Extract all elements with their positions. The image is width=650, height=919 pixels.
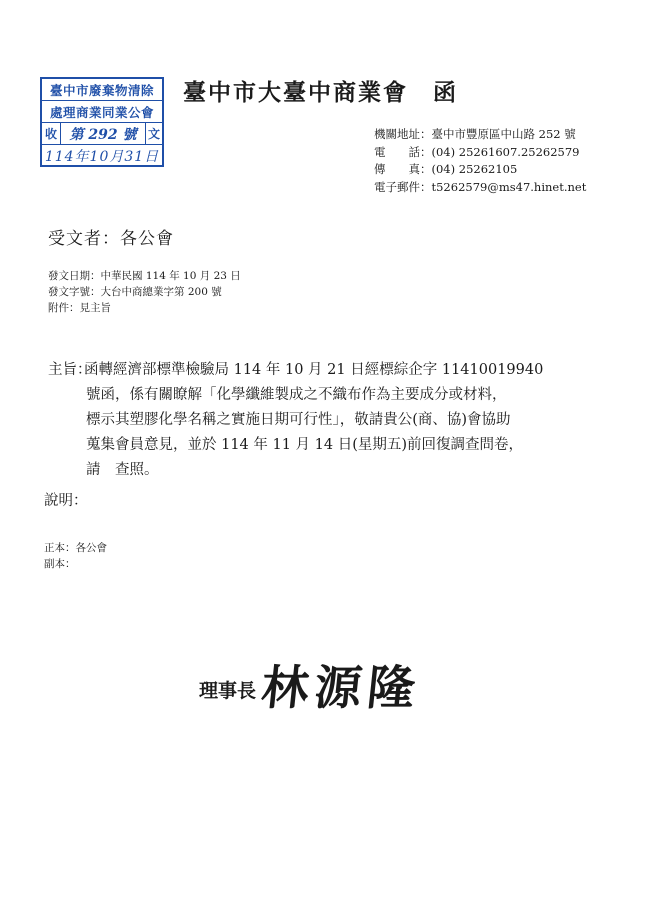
document-title: 臺中市大臺中商業會 函 <box>183 80 458 106</box>
subject-line: 蒐集會員意見，並於 114 年 11 月 14 日(星期五)前回復調查問卷， <box>86 437 524 453</box>
subject-label: 主旨： <box>48 362 92 378</box>
meta-number: 發文字號：大台中商總業字第 200 號 <box>48 286 222 298</box>
contact-email: 電子郵件：t5262579@ms47.hinet.net <box>374 179 587 194</box>
description-label: 說明： <box>44 493 88 509</box>
distribution-block <box>44 540 107 572</box>
meta-date: 發文日期：中華民國 114 年 10 月 23 日 <box>48 270 241 282</box>
subject-line: 函轉經濟部標準檢驗局 114 年 10 月 21 日經標綜企字 11410019940 <box>84 362 544 378</box>
subject-line: 請 查照。 <box>86 462 159 478</box>
contact-fax: 傳 真：(04) 25262105 <box>374 162 518 176</box>
distribution-copy: 副本： <box>44 558 76 570</box>
received-stamp <box>40 77 164 167</box>
contact-phone: 電 話：(04) 25261607.25262579 <box>374 144 580 159</box>
signature-title: 理事長 <box>199 680 257 702</box>
stamp-org-line-2: 處理商業同業公會 <box>42 101 162 123</box>
subject-line: 號函，係有關瞭解「化學纖維製成之不織布作為主要成分或材料， <box>86 387 507 403</box>
document-meta <box>48 268 241 316</box>
stamp-receipt-row <box>42 123 162 145</box>
recipient: 受文者：各公會 <box>48 229 174 249</box>
distribution-main: 正本：各公會 <box>44 542 107 554</box>
meta-attachment: 附件：見主旨 <box>48 302 111 314</box>
stamp-org-line-1: 臺中市廢棄物清除 <box>42 79 162 101</box>
contact-block <box>374 126 586 196</box>
subject-line: 標示其塑膠化學名稱之實施日期可行性」，敬請貴公(商、協)會協助 <box>86 412 511 428</box>
subject-body <box>84 358 650 483</box>
contact-address: 機關地址：臺中市豐原區中山路 252 號 <box>374 127 576 141</box>
stamp-recv-label: 收 <box>42 123 61 144</box>
stamp-recv-date: 114年10月31日 <box>44 149 160 165</box>
signature-name: 林源隆 <box>258 661 424 716</box>
stamp-recv-suffix: 文 <box>145 123 162 144</box>
stamp-recv-number: 第 292 號 <box>69 126 137 143</box>
